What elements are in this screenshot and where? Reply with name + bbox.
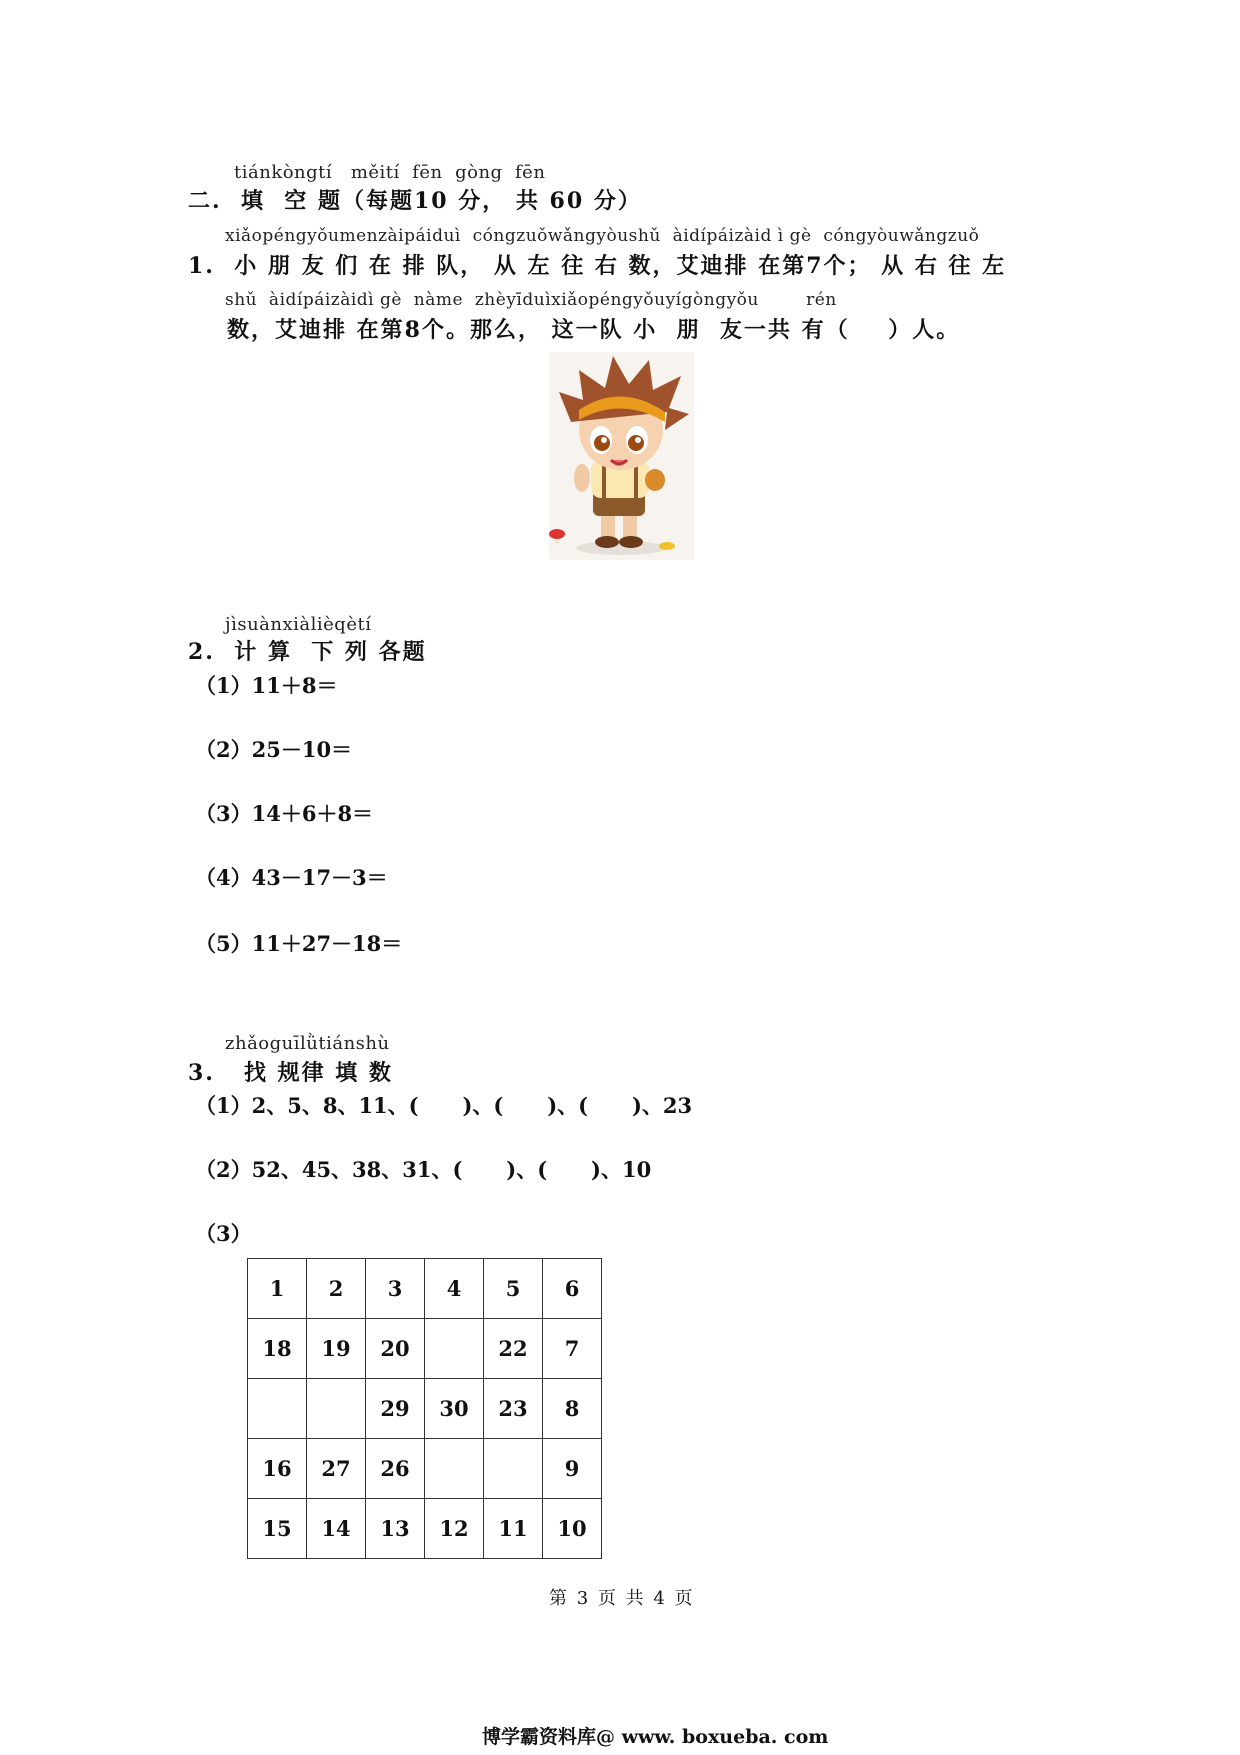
q2-item-1: （1）11＋8＝	[195, 673, 338, 698]
number-spiral-grid	[247, 1258, 602, 1559]
q3-item-1: （1）2、5、8、11、( )、( )、( )、23	[195, 1093, 693, 1118]
grid-cell: 22	[484, 1319, 543, 1379]
grid-cell: 6	[543, 1259, 602, 1319]
q2-item-5: （5）11＋27－18＝	[195, 931, 403, 956]
grid-row	[248, 1259, 602, 1319]
grid-row	[248, 1499, 602, 1559]
grid-cell	[307, 1379, 366, 1439]
grid-row	[248, 1379, 602, 1439]
q2-item-4: （4）43－17－3＝	[195, 865, 388, 890]
q3-pinyin: zhǎoguīlǜtiánshù	[225, 1033, 390, 1054]
grid-cell: 4	[425, 1259, 484, 1319]
q2-pinyin: jìsuànxiàlièqètí	[225, 614, 372, 635]
page-number: 第 3 页 共 4 页	[549, 1588, 695, 1609]
grid-cell: 9	[543, 1439, 602, 1499]
q2-title: 2. 计 算 下 列 各题	[188, 639, 427, 665]
grid-cell: 18	[248, 1319, 307, 1379]
grid-cell: 10	[543, 1499, 602, 1559]
grid-cell: 27	[307, 1439, 366, 1499]
grid-cell: 20	[366, 1319, 425, 1379]
cartoon-boy-icon	[549, 352, 694, 560]
q1-pinyin-line2: shǔ àidípáizàidì gè nàme zhèyīduìxiǎopéngyǒuyígòngyǒu rén	[225, 290, 837, 310]
grid-cell: 30	[425, 1379, 484, 1439]
grid-cell: 19	[307, 1319, 366, 1379]
grid-row	[248, 1319, 602, 1379]
q3-item-2: （2）52、45、38、31、( )、( )、10	[195, 1157, 652, 1182]
grid-cell	[248, 1379, 307, 1439]
grid-cell	[425, 1439, 484, 1499]
q2-item-2: （2）25－10＝	[195, 737, 353, 762]
q1-text-line1: 1. 小 朋 友 们 在 排 队， 从 左 往 右 数，艾迪排 在第7个； 从 右 往 左	[188, 253, 1007, 279]
q1-pinyin-line1: xiǎopéngyǒumenzàipáiduì cóngzuǒwǎngyòushǔ àidípáizàid ì gè cóngyòuwǎngzuǒ	[225, 226, 980, 246]
grid-cell: 26	[366, 1439, 425, 1499]
q2-item-3: （3）14＋6＋8＝	[195, 801, 374, 826]
cartoon-boy-illustration	[549, 352, 694, 560]
q3-title: 3. 找 规律 填 数	[188, 1060, 393, 1086]
grid-cell: 14	[307, 1499, 366, 1559]
grid-cell: 3	[366, 1259, 425, 1319]
section-title: 二. 填 空 题（每题10 分， 共 60 分）	[188, 188, 642, 214]
grid-cell: 13	[366, 1499, 425, 1559]
grid-cell: 11	[484, 1499, 543, 1559]
grid-cell	[484, 1439, 543, 1499]
grid-cell: 5	[484, 1259, 543, 1319]
site-watermark[interactable]: 博学霸资料库@ www. boxueba. com	[482, 1726, 829, 1748]
grid-cell: 2	[307, 1259, 366, 1319]
grid-cell: 16	[248, 1439, 307, 1499]
grid-cell	[425, 1319, 484, 1379]
section-pinyin: tiánkòngtí měití fēn gòng fēn	[234, 162, 546, 183]
grid-cell: 15	[248, 1499, 307, 1559]
grid-row	[248, 1439, 602, 1499]
grid-cell: 1	[248, 1259, 307, 1319]
grid-cell: 12	[425, 1499, 484, 1559]
q1-text-line2: 数，艾迪排 在第8个。那么， 这一队 小 朋 友一共 有（ ）人。	[227, 317, 961, 343]
grid-cell: 7	[543, 1319, 602, 1379]
q3-item-3: （3）	[195, 1221, 252, 1246]
grid-cell: 8	[543, 1379, 602, 1439]
grid-cell: 29	[366, 1379, 425, 1439]
grid-cell: 23	[484, 1379, 543, 1439]
